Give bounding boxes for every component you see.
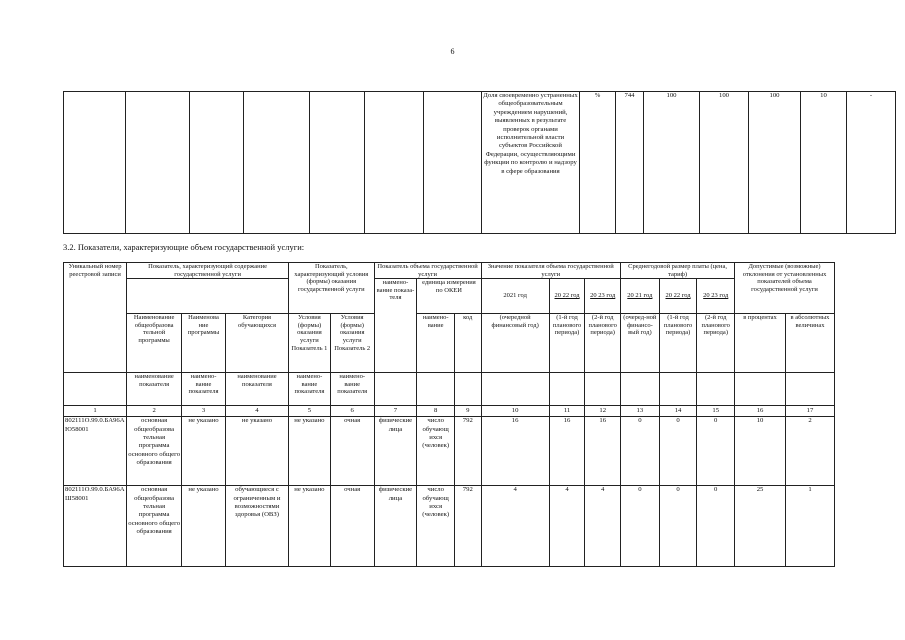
column-number: 1 bbox=[64, 406, 127, 417]
value-2021-cell: 16 bbox=[481, 417, 549, 486]
column-number: 2 bbox=[127, 406, 182, 417]
indicator-name-label: наименование показателя bbox=[225, 373, 288, 406]
quality-value-2: 100 bbox=[700, 92, 749, 234]
fee-2021-header: 20 21 год bbox=[621, 279, 660, 314]
condition-1-cell: не указано bbox=[289, 417, 331, 486]
empty-header-cell bbox=[585, 373, 621, 406]
volume-group-header: Показатель объема государственной услуги bbox=[374, 263, 481, 279]
column-number: 8 bbox=[417, 406, 455, 417]
condition-2-cell: очная bbox=[330, 486, 374, 567]
conditions-group-header: Показатель, характеризующий условия (формы) оказания государственной услуги bbox=[289, 263, 375, 314]
unit-okei-header: единица измерения по ОКЕИ bbox=[417, 279, 481, 314]
registry-id: 802111О.99.0.БА96АШ58001 bbox=[64, 486, 127, 567]
code-cell: 792 bbox=[455, 417, 482, 486]
empty-cell bbox=[310, 92, 365, 234]
empty-header-cell bbox=[697, 373, 735, 406]
column-number: 12 bbox=[585, 406, 621, 417]
category-cell: не указано bbox=[225, 417, 288, 486]
unit-cell: число обучающ ихся (человек) bbox=[417, 486, 455, 567]
table-row bbox=[64, 486, 835, 567]
column-number: 9 bbox=[455, 406, 482, 417]
column-number: 3 bbox=[182, 406, 226, 417]
quality-unit: % bbox=[580, 92, 616, 234]
column-number: 14 bbox=[659, 406, 697, 417]
content-spacer bbox=[127, 279, 289, 314]
py2-header: (2-й год планового периода) bbox=[585, 314, 621, 373]
section-title: 3.2. Показатели, характеризующие объем государственной услуги: bbox=[63, 242, 305, 252]
column-number: 16 bbox=[735, 406, 786, 417]
program-name-header: Наименова ние программы bbox=[182, 314, 226, 373]
fee-2021-cell: 0 bbox=[621, 417, 660, 486]
empty-header-cell bbox=[64, 373, 127, 406]
column-number: 5 bbox=[289, 406, 331, 417]
condition-1-header: Условия (формы) оказания услуги Показатель 1 bbox=[289, 314, 331, 373]
table-row bbox=[64, 417, 835, 486]
unit-cell: число обучающ ихся (человек) bbox=[417, 417, 455, 486]
fee-2023-cell: 0 bbox=[697, 417, 735, 486]
code-cell: 792 bbox=[455, 486, 482, 567]
fee-2022-cell: 0 bbox=[659, 417, 697, 486]
page-number: 6 bbox=[450, 47, 455, 56]
quality-indicator-name: Доля своевременно устраненных общеобразовательным учреждением нарушений, выявленных в результате проверок органами исполнительной власти субъектов Российской Федерации, осуществляющими функции по контролю и надзору в сфере образования bbox=[482, 92, 580, 234]
deviation-abs-cell: 2 bbox=[785, 417, 834, 486]
column-number: 7 bbox=[374, 406, 417, 417]
fee-2023-cell: 0 bbox=[697, 486, 735, 567]
empty-header-cell bbox=[374, 373, 417, 406]
unit-name-header: наимено-вание bbox=[417, 314, 455, 373]
fee-ofy-header: (очеред-ной финансо-вый год) bbox=[621, 314, 660, 373]
empty-header-cell bbox=[621, 373, 660, 406]
deviation-abs-cell: 1 bbox=[785, 486, 834, 567]
year-2022-header: 20 22 год bbox=[549, 279, 585, 314]
column-number: 6 bbox=[330, 406, 374, 417]
fee-2021-cell: 0 bbox=[621, 486, 660, 567]
indicator-name-label: наименование показателя bbox=[127, 373, 182, 406]
py1-header: (1-й год планового периода) bbox=[549, 314, 585, 373]
quality-value-1: 100 bbox=[644, 92, 700, 234]
program-name-cell: не указано bbox=[182, 486, 226, 567]
value-2023-cell: 16 bbox=[585, 417, 621, 486]
column-number: 15 bbox=[697, 406, 735, 417]
column-number: 4 bbox=[225, 406, 288, 417]
program-cell: основная общеобразова тельная программа основного общего образования bbox=[127, 417, 182, 486]
deviation-group-header: Допустимые (возможные) отклонения от установленных показателей объема государственной услуги bbox=[735, 263, 835, 314]
empty-cell bbox=[424, 92, 482, 234]
volume-indicator-table bbox=[63, 262, 835, 567]
column-number: 13 bbox=[621, 406, 660, 417]
indicator-name-header: наимено-вание показа-теля bbox=[374, 279, 417, 373]
column-number: 10 bbox=[481, 406, 549, 417]
column-number: 11 bbox=[549, 406, 585, 417]
value-group-header: Значение показателя объема государственной услуги bbox=[481, 263, 621, 279]
fee-2022-cell: 0 bbox=[659, 486, 697, 567]
unique-number-header: Уникальный номер реестровой записи bbox=[64, 263, 127, 373]
empty-cell bbox=[365, 92, 424, 234]
content-group-header: Показатель, характеризующий содержание государственной услуги bbox=[127, 263, 289, 279]
deviation-pct-cell: 10 bbox=[735, 417, 786, 486]
registry-id: 802111О.99.0.БА96АЮ58001 bbox=[64, 417, 127, 486]
empty-header-cell bbox=[481, 373, 549, 406]
empty-header-cell bbox=[455, 373, 482, 406]
empty-header-cell bbox=[417, 373, 455, 406]
quality-indicator-table bbox=[63, 91, 896, 234]
indicator-name-label: наимено-вание показателя bbox=[289, 373, 331, 406]
fee-group-header: Среднегодовой размер платы (цена, тариф) bbox=[621, 263, 735, 279]
value-2021-cell: 4 bbox=[481, 486, 549, 567]
indicator-name-label: наимено-вание показателя bbox=[330, 373, 374, 406]
fee-py1-header: (1-й год планового периода) bbox=[659, 314, 697, 373]
value-2023-cell: 4 bbox=[585, 486, 621, 567]
category-cell: обучающиеся с ограниченным и возможностями здоровья (ОВЗ) bbox=[225, 486, 288, 567]
empty-header-cell bbox=[549, 373, 585, 406]
condition-1-cell: не указано bbox=[289, 486, 331, 567]
empty-cell bbox=[244, 92, 310, 234]
quality-value-3: 100 bbox=[749, 92, 801, 234]
program-header: Наименование общеобразова тельной программы bbox=[127, 314, 182, 373]
absolute-header: в абсолютных величинах bbox=[785, 314, 834, 373]
program-name-cell: не указано bbox=[182, 417, 226, 486]
empty-header-cell bbox=[735, 373, 786, 406]
unit-code-header: код bbox=[455, 314, 482, 373]
empty-cell bbox=[126, 92, 190, 234]
fee-2023-header: 20 23 год bbox=[697, 279, 735, 314]
fee-py2-header: (2-й год планового периода) bbox=[697, 314, 735, 373]
column-number: 17 bbox=[785, 406, 834, 417]
category-header: Категория обучающихся bbox=[225, 314, 288, 373]
indicator-cell: физические лица bbox=[374, 486, 417, 567]
value-2022-cell: 4 bbox=[549, 486, 585, 567]
year-2021-header: 2021 год bbox=[481, 279, 549, 314]
condition-2-cell: очная bbox=[330, 417, 374, 486]
year-2023-header: 20 23 год bbox=[585, 279, 621, 314]
fee-2022-header: 20 22 год bbox=[659, 279, 697, 314]
condition-2-header: Условия (формы) оказания услуги Показатель 2 bbox=[330, 314, 374, 373]
percent-header: в процентах bbox=[735, 314, 786, 373]
empty-cell bbox=[64, 92, 126, 234]
empty-cell bbox=[190, 92, 244, 234]
indicator-cell: физические лица bbox=[374, 417, 417, 486]
empty-header-cell bbox=[659, 373, 697, 406]
empty-header-cell bbox=[785, 373, 834, 406]
quality-okei: 744 bbox=[616, 92, 644, 234]
deviation-pct-cell: 25 bbox=[735, 486, 786, 567]
value-2022-cell: 16 bbox=[549, 417, 585, 486]
quality-deviation-abs: - bbox=[847, 92, 896, 234]
program-cell: основная общеобразова тельная программа основного общего образования bbox=[127, 486, 182, 567]
ofy-header: (очередной финансовый год) bbox=[481, 314, 549, 373]
quality-deviation-pct: 10 bbox=[801, 92, 847, 234]
indicator-name-label: наимено-вание показателя bbox=[182, 373, 226, 406]
